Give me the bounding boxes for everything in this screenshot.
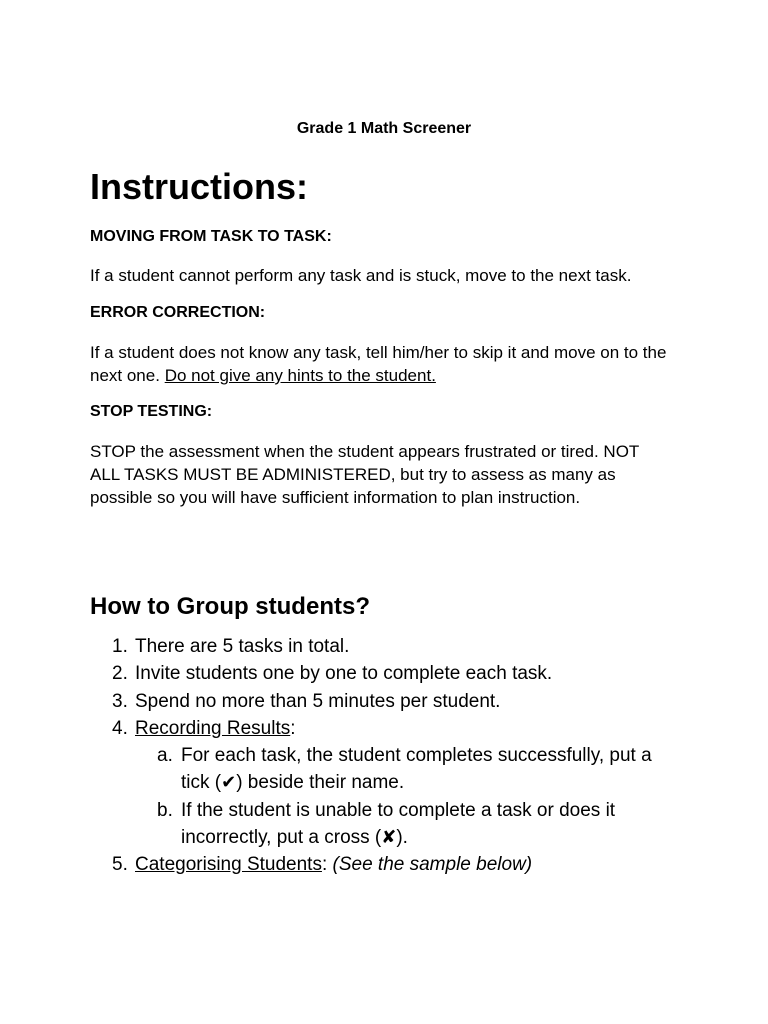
substep-text-before: For each task, the student completes successfully, put a tick ( (181, 745, 652, 794)
error-correction-heading: ERROR CORRECTION: (90, 304, 266, 321)
stop-testing-text: STOP the assessment when the student appears frustrated or tired. NOT ALL TASKS MUST BE ADMINISTERED, but try to assess as many as possible so you will have sufficient information to plan instruction. (90, 442, 640, 507)
step-number: 5. (112, 854, 128, 876)
list-item (90, 688, 690, 715)
substep-text-after: ) beside their name. (236, 772, 405, 794)
substep-text-after: ). (396, 827, 408, 849)
step-text: Invite students one by one to complete each task. (135, 663, 553, 685)
grouping-steps-list (90, 633, 690, 879)
recording-substeps-list (135, 742, 690, 851)
step-suffix: : (290, 717, 296, 739)
cross-mark-icon: ✘ (381, 827, 397, 849)
list-item (90, 851, 690, 878)
substep-text-before: If the student is unable to complete a task or does it incorrectly, put a cross ( (181, 799, 616, 849)
step-number: 2. (112, 663, 128, 685)
step-text: There are 5 tasks in total. (135, 636, 350, 657)
error-correction-text (90, 341, 675, 387)
list-item (135, 797, 681, 852)
document-title: Grade 1 Math Screener (296, 120, 472, 137)
group-students-heading: How to Group students? (90, 593, 370, 620)
substep-letter: b. (157, 799, 173, 821)
instructions-heading: Instructions: (90, 166, 309, 207)
list-item (90, 660, 690, 687)
step-suffix: : (321, 854, 333, 876)
list-item (135, 742, 681, 797)
stop-testing-heading: STOP TESTING: (90, 403, 213, 420)
step-text: Spend no more than 5 minutes per student. (135, 690, 501, 712)
check-mark-icon: ✔ (221, 772, 237, 794)
sample-note: (See the sample below) (332, 854, 533, 876)
no-hints-note: Do not give any hints to the student. (164, 366, 436, 385)
step-number: 4. (112, 717, 128, 739)
substep-letter: a. (157, 745, 173, 767)
categorising-students-label: Categorising Students (135, 854, 322, 876)
step-number: 3. (112, 690, 128, 712)
moving-task-text: If a student cannot perform any task and is stuck, move to the next task. (90, 266, 632, 285)
moving-task-heading: MOVING FROM TASK TO TASK: (90, 228, 332, 245)
error-correction-body: If a student does not know any task, tell him/her to skip it and move on to the next one. (90, 343, 667, 385)
list-item (90, 715, 690, 851)
list-item (90, 633, 690, 660)
step-number: 1. (112, 636, 128, 657)
recording-results-label: Recording Results (135, 717, 291, 739)
